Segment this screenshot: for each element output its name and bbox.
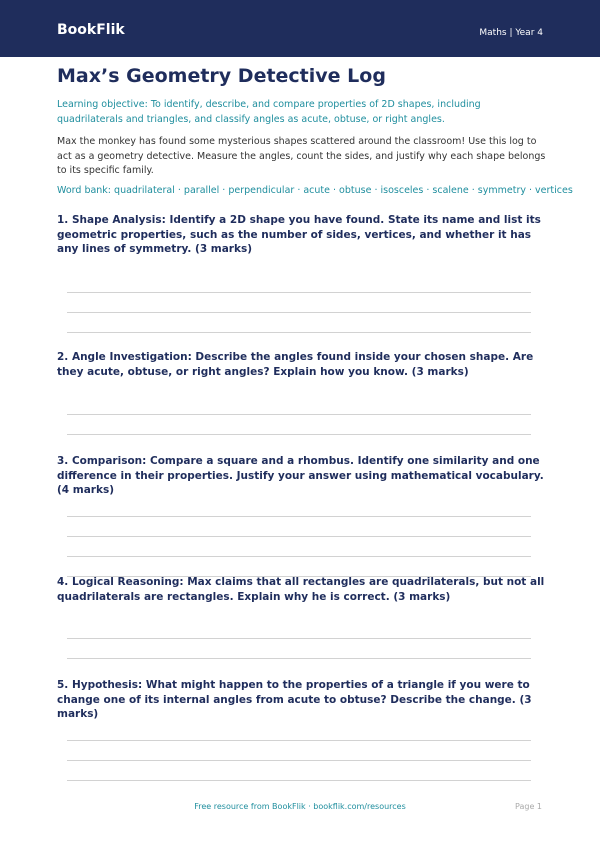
question-1: 1. Shape Analysis: Identify a 2D shape you have found. State its name and list its geometric properties, such as the number of sides, vertices, and whether it has any lines of symmetry. (3 marks) — [57, 214, 541, 255]
answer-line[interactable] — [67, 780, 531, 781]
answer-line[interactable] — [67, 556, 531, 557]
answer-line[interactable] — [67, 434, 531, 435]
brand-logo-text: BookFlik — [57, 22, 125, 38]
answer-line[interactable] — [67, 292, 531, 293]
page-header — [0, 0, 600, 57]
answer-line[interactable] — [67, 516, 531, 517]
answer-line[interactable] — [67, 332, 531, 333]
answer-line[interactable] — [67, 760, 531, 761]
question-2: 2. Angle Investigation: Describe the angles found inside your chosen shape. Are they acute, obtuse, or right angles? Explain how you know. (3 marks) — [57, 351, 534, 378]
question-3: 3. Comparison: Compare a square and a rhombus. Identify one similarity and one difference in their properties. Justify your answer using mathematical vocabulary. (4 marks) — [57, 455, 544, 496]
intro-paragraph: Max the monkey has found some mysterious shapes scattered around the classroom! Use this log to act as a geometry detective. Measure the angles, count the sides, and justify why each shape belongs to its specific family. — [57, 136, 546, 176]
answer-line[interactable] — [67, 536, 531, 537]
answer-line[interactable] — [67, 414, 531, 415]
answer-line[interactable] — [67, 312, 531, 313]
learning-objective: Learning objective: To identify, describe, and compare properties of 2D shapes, including quadrilaterals and triangles, and classify angles as acute, obtuse, or right angles. — [57, 99, 481, 125]
question-4: 4. Logical Reasoning: Max claims that all rectangles are quadrilaterals, but not all quadrilaterals are rectangles. Explain why he is correct. (3 marks) — [57, 576, 545, 603]
question-5: 5. Hypothesis: What might happen to the properties of a triangle if you were to change one of its internal angles from acute to obtuse? Describe the change. (3 marks) — [57, 679, 532, 720]
answer-line[interactable] — [67, 638, 531, 639]
footer-credit: Free resource from BookFlik · bookflik.com/resources — [194, 802, 406, 811]
answer-line[interactable] — [67, 740, 531, 741]
worksheet-title: Max’s Geometry Detective Log — [57, 65, 386, 87]
answer-line[interactable] — [67, 658, 531, 659]
word-bank: Word bank: quadrilateral · parallel · perpendicular · acute · obtuse · isosceles · scalene · symmetry · vertices — [57, 185, 573, 196]
page-number: Page 1 — [515, 802, 542, 811]
subject-year-label: Maths | Year 4 — [479, 28, 543, 38]
